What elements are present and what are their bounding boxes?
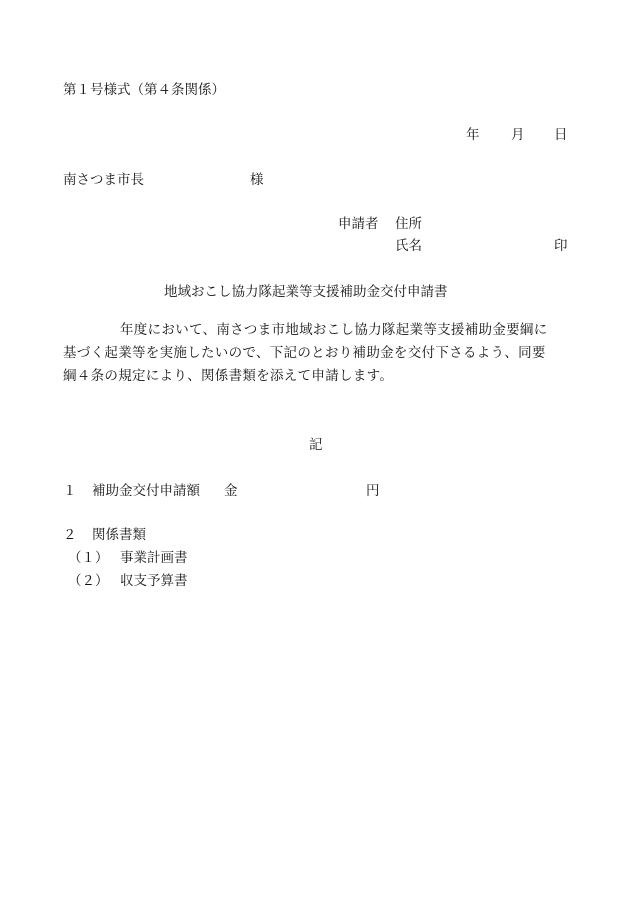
application-body: [63, 319, 573, 388]
body-line: 綱４条の規定により、関係書類を添えて申請します。: [63, 368, 394, 384]
item-1-label: 補助金交付申請額: [92, 483, 200, 499]
document-title: 地域おこし協力隊起業等支援補助金交付申請書: [164, 284, 448, 300]
date-day-label: 日: [554, 127, 568, 143]
date-month-label: 月: [511, 127, 525, 143]
date-year-label: 年: [466, 127, 480, 143]
applicant-address-label: 住所: [395, 216, 422, 232]
related-document-number: （２）: [68, 573, 109, 589]
body-line: 基づく起業等を実施したいので、下記のとおり補助金を交付下さるよう、同要: [63, 345, 546, 361]
related-document-number: （１）: [68, 550, 109, 566]
applicant-name-label: 氏名: [395, 238, 422, 254]
addressee-honorific: 様: [250, 172, 264, 188]
related-document-label: 事業計画書: [120, 550, 188, 566]
item-2-number: ２: [63, 527, 77, 543]
body-line: 年度において、南さつま市地域おこし協力隊起業等支援補助金要綱に: [120, 322, 548, 338]
applicant-label: 申請者: [338, 216, 379, 232]
addressee-name: 南さつま市長: [63, 172, 144, 188]
item-1-number: １: [63, 483, 77, 499]
item-2-label: 関係書類: [92, 527, 146, 543]
item-1-prefix: 金: [224, 483, 238, 499]
item-1-unit: 円: [366, 483, 380, 499]
applicant-seal: 印: [554, 238, 568, 254]
related-document-label: 収支予算書: [120, 573, 188, 589]
form-number-label: 第１号様式（第４条関係）: [63, 82, 225, 98]
ki-heading: 記: [309, 437, 323, 453]
